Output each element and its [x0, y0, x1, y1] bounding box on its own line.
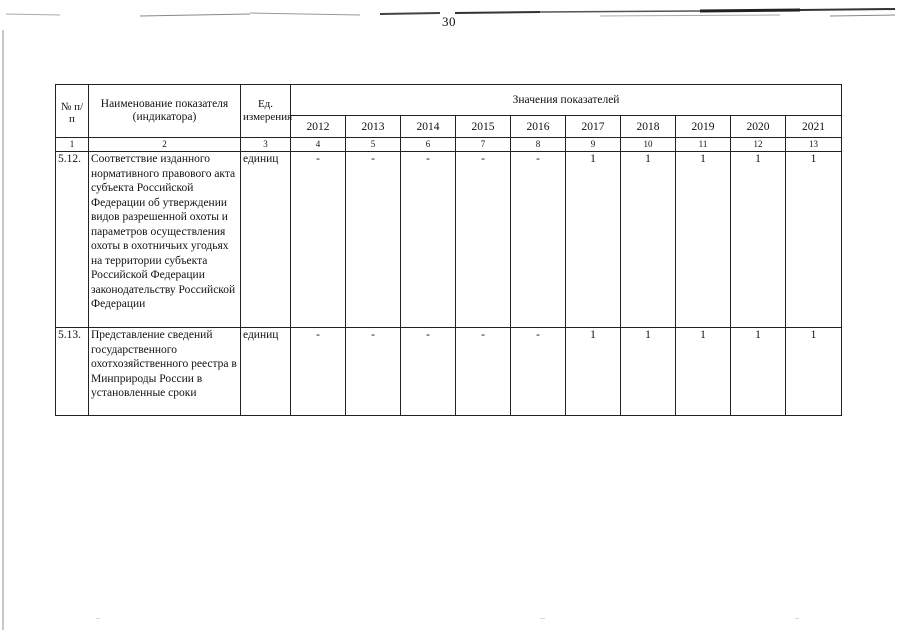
row-number: 5.12. — [56, 152, 89, 328]
column-number: 6 — [401, 138, 456, 152]
row-value: 1 — [786, 328, 842, 416]
header-year: 2016 — [511, 116, 566, 138]
row-value: - — [401, 152, 456, 328]
header-num: № п/п — [56, 85, 89, 138]
row-unit: единиц — [241, 328, 291, 416]
header-year: 2021 — [786, 116, 842, 138]
column-number: 2 — [89, 138, 241, 152]
indicators-table — [55, 84, 842, 416]
header-values: Значения показателей — [291, 85, 842, 116]
column-number: 7 — [456, 138, 511, 152]
row-value: - — [511, 328, 566, 416]
row-value: - — [346, 328, 401, 416]
header-year: 2019 — [676, 116, 731, 138]
table-row — [56, 152, 842, 328]
column-number: 8 — [511, 138, 566, 152]
header-year: 2012 — [291, 116, 346, 138]
row-indicator-name: Представление сведений государственного охотхозяйственного реестра в Минприроды России в установленные сроки — [89, 328, 241, 416]
header-year: 2014 — [401, 116, 456, 138]
row-number: 5.13. — [56, 328, 89, 416]
row-value: 1 — [731, 328, 786, 416]
row-value: - — [291, 328, 346, 416]
column-number-row — [56, 138, 842, 152]
row-value: - — [346, 152, 401, 328]
column-number: 13 — [786, 138, 842, 152]
column-number: 11 — [676, 138, 731, 152]
row-value: 1 — [566, 152, 621, 328]
row-value: 1 — [731, 152, 786, 328]
header-year: 2018 — [621, 116, 676, 138]
row-indicator-name: Соответствие изданного нормативного правового акта субъекта Российской Федерации об утверждении видов разрешенной охоты и параметров осуществления охоты в охотничьих угодьях на территории субъекта Российской Федерации законодательству Российской Федерации — [89, 152, 241, 328]
scan-mark — [795, 618, 799, 619]
column-number: 5 — [346, 138, 401, 152]
row-value: 1 — [676, 152, 731, 328]
header-year: 2013 — [346, 116, 401, 138]
scan-mark — [96, 618, 100, 619]
column-number: 1 — [56, 138, 89, 152]
row-value: - — [456, 328, 511, 416]
row-value: 1 — [621, 328, 676, 416]
header-name: Наименование показателя (индикатора) — [89, 85, 241, 138]
header-year: 2020 — [731, 116, 786, 138]
table-row — [56, 328, 842, 416]
row-value: - — [511, 152, 566, 328]
column-number: 3 — [241, 138, 291, 152]
row-value: 1 — [621, 152, 676, 328]
header-unit: Ед. измерения — [241, 85, 291, 138]
header-year: 2015 — [456, 116, 511, 138]
header-year: 2017 — [566, 116, 621, 138]
row-unit: единиц — [241, 152, 291, 328]
column-number: 9 — [566, 138, 621, 152]
scan-left-edge — [2, 30, 4, 630]
column-number: 12 — [731, 138, 786, 152]
row-value: 1 — [786, 152, 842, 328]
column-number: 4 — [291, 138, 346, 152]
row-value: - — [291, 152, 346, 328]
column-number: 10 — [621, 138, 676, 152]
row-value: 1 — [566, 328, 621, 416]
row-value: - — [456, 152, 511, 328]
row-value: - — [401, 328, 456, 416]
scan-mark — [540, 618, 545, 619]
row-value: 1 — [676, 328, 731, 416]
page-number: 30 — [442, 14, 456, 29]
